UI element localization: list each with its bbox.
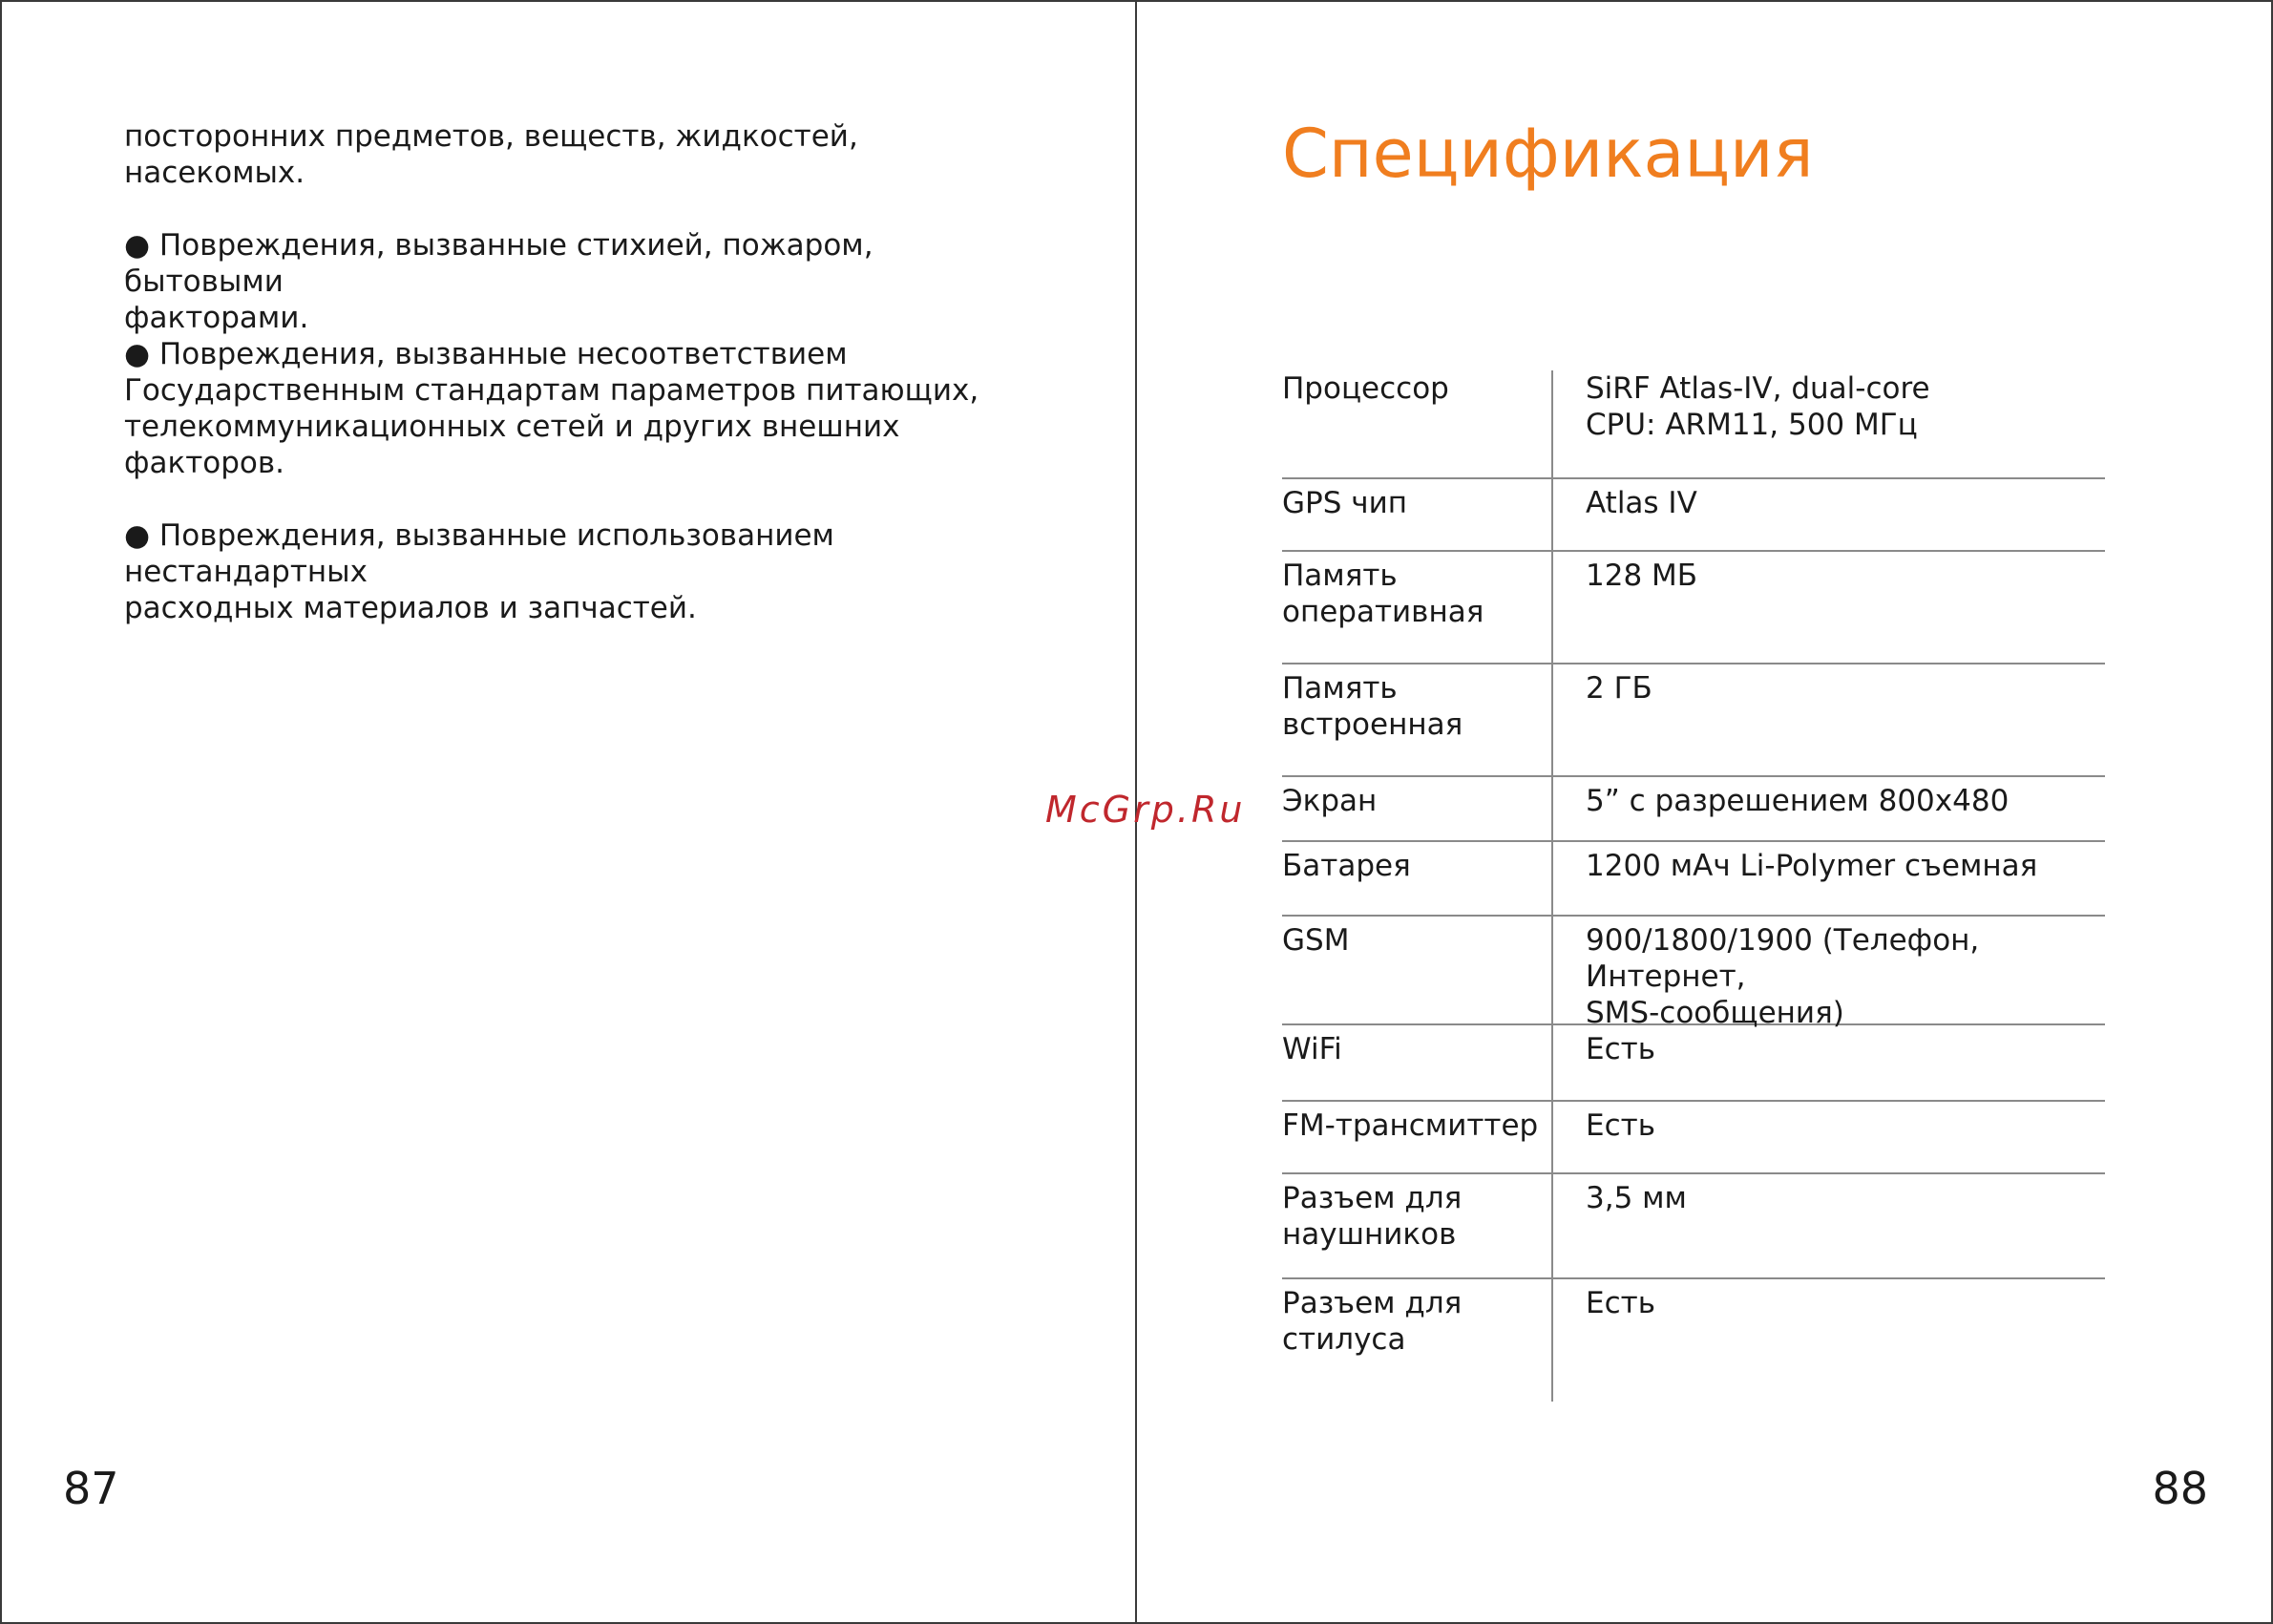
spec-row bbox=[1282, 1025, 2105, 1102]
spec-value: SiRF Atlas-IV, dual-core CPU: ARM11, 500 МГц bbox=[1551, 370, 2105, 477]
left-page bbox=[0, 0, 1135, 1624]
text-line: ● Повреждения, вызванные использованием нестандартных bbox=[124, 518, 834, 589]
spec-row bbox=[1282, 777, 2105, 842]
spec-row bbox=[1282, 842, 2105, 917]
spec-value: 3,5 мм bbox=[1551, 1174, 2105, 1277]
spec-label: FM-трансмиттер bbox=[1282, 1108, 1539, 1143]
spec-row bbox=[1282, 479, 2105, 552]
spec-value: 900/1800/1900 (Телефон, Интернет, SMS-сообщения) bbox=[1551, 917, 2105, 1023]
spec-row bbox=[1282, 1102, 2105, 1174]
spec-label: Разъем для стилуса bbox=[1282, 1286, 1463, 1357]
spec-row bbox=[1282, 1279, 2105, 1402]
page-number: 88 bbox=[2152, 1463, 2208, 1514]
spec-row bbox=[1282, 370, 2105, 479]
spec-row bbox=[1282, 1174, 2105, 1279]
spec-label: Память встроенная bbox=[1282, 671, 1463, 742]
paragraph-gap bbox=[124, 191, 1041, 227]
page-title: Спецификация bbox=[1282, 115, 1814, 193]
spec-value: 2 ГБ bbox=[1551, 664, 2105, 775]
text-line: ● Повреждения, вызванные стихией, пожаром, бытовыми bbox=[124, 228, 873, 299]
text-line: телекоммуникационных сетей и других внешних факторов. bbox=[124, 410, 900, 480]
warranty-exclusions-text bbox=[124, 118, 1041, 626]
spec-label: GPS чип bbox=[1282, 486, 1407, 520]
watermark: McGrp.Ru bbox=[1045, 789, 1246, 831]
text-line: ● Повреждения, вызванные несоответствием bbox=[124, 337, 848, 371]
spec-table bbox=[1282, 370, 2105, 1402]
spec-value: Есть bbox=[1551, 1102, 2105, 1172]
spec-label: GSM bbox=[1282, 923, 1350, 958]
text-line: Государственным стандартам параметров питающих, bbox=[124, 373, 979, 408]
spec-row bbox=[1282, 917, 2105, 1030]
spec-row bbox=[1282, 664, 2105, 777]
text-line: расходных материалов и запчастей. bbox=[124, 591, 697, 625]
spec-value: Есть bbox=[1551, 1025, 2105, 1100]
right-page bbox=[1137, 0, 2271, 1624]
spec-value: 5” с разрешением 800x480 bbox=[1551, 777, 2105, 840]
spec-label: Батарея bbox=[1282, 849, 1411, 883]
spec-label: WiFi bbox=[1282, 1032, 1342, 1066]
spec-row bbox=[1282, 552, 2105, 664]
text-line: факторами. bbox=[124, 301, 309, 335]
text-line: посторонних предметов, веществ, жидкостей, насекомых. bbox=[124, 119, 858, 190]
spec-value: Atlas IV bbox=[1551, 479, 2105, 550]
spec-value: 128 МБ bbox=[1551, 552, 2105, 663]
paragraph-gap bbox=[124, 481, 1041, 517]
page-number: 87 bbox=[63, 1463, 119, 1514]
spec-label: Память оперативная bbox=[1282, 559, 1484, 629]
spec-value: 1200 мАч Li-Polymer съемная bbox=[1551, 842, 2105, 915]
spec-value: Есть bbox=[1551, 1279, 2105, 1402]
spec-label: Экран bbox=[1282, 784, 1378, 818]
spec-label: Процессор bbox=[1282, 371, 1449, 406]
spec-label: Разъем для наушников bbox=[1282, 1181, 1463, 1252]
